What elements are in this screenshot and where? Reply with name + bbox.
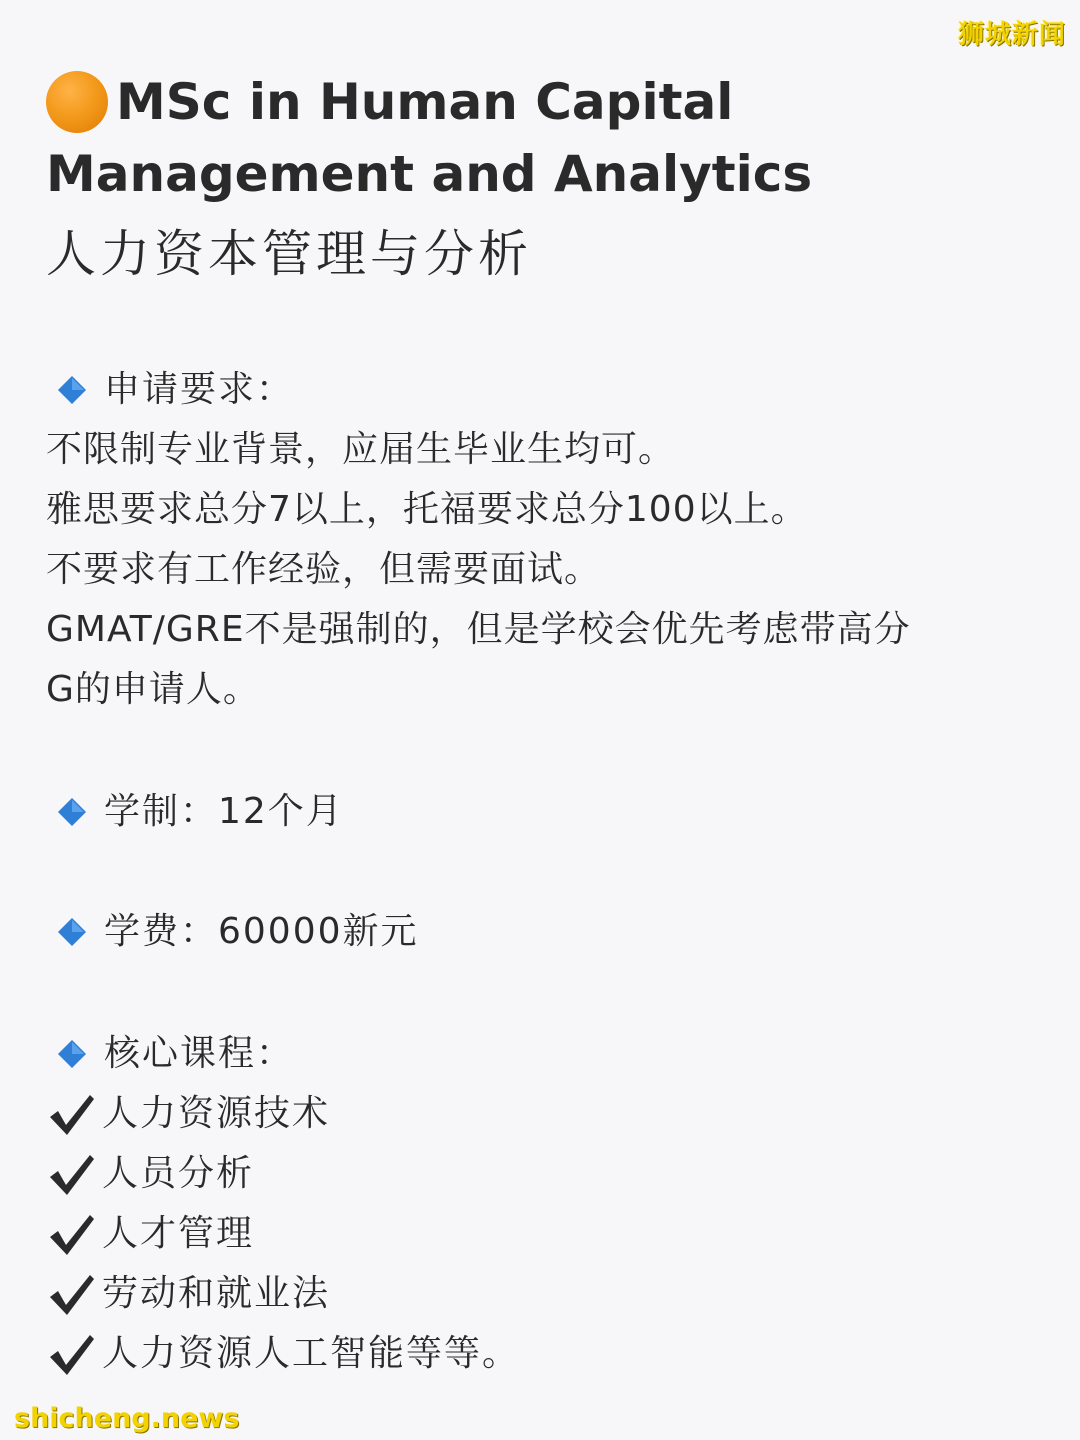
requirements-heading: [46, 360, 1036, 420]
courses-heading: [46, 1024, 1036, 1084]
requirements-heading-text: 申请要求：: [104, 369, 295, 410]
blue-diamond-icon: [58, 918, 86, 946]
requirement-line: 不要求有工作经验，但需要面试。: [46, 549, 602, 590]
duration-section: [46, 782, 1036, 842]
check-mark-icon: [46, 1091, 96, 1137]
check-mark-icon: [46, 1331, 96, 1377]
course-item-label: 人才管理: [102, 1213, 255, 1254]
course-item-label: 人力资源人工智能等等。: [102, 1333, 521, 1374]
title-line-1: [46, 66, 1026, 138]
tuition-section: [46, 902, 1036, 962]
requirement-line: GMAT/GRE不是强制的，但是学校会优先考虑带高分: [46, 609, 911, 650]
check-mark-icon: [46, 1271, 96, 1317]
courses-heading-text: 核心课程：: [104, 1033, 295, 1074]
post-title: [46, 66, 1026, 294]
check-mark-icon: [46, 1151, 96, 1197]
title-line-2: [46, 138, 1026, 210]
blue-diamond-icon: [58, 376, 86, 404]
course-item: [46, 1204, 1036, 1264]
course-item-label: 劳动和就业法: [102, 1273, 331, 1314]
courses-section: [46, 1024, 1036, 1384]
title-english-1: MSc in Human Capital: [116, 73, 734, 131]
orange-circle-icon: [46, 71, 108, 133]
duration-heading: [46, 782, 1036, 842]
blue-diamond-icon: [58, 798, 86, 826]
course-item: [46, 1084, 1036, 1144]
title-chinese: 人力资本管理与分析: [46, 225, 532, 283]
course-item: [46, 1324, 1036, 1384]
course-item: [46, 1144, 1036, 1204]
requirements-section: [46, 360, 1036, 720]
duration-text: 学制：12个月: [104, 791, 344, 832]
course-item-label: 人员分析: [102, 1153, 255, 1194]
title-english-2: Management and Analytics: [46, 145, 813, 203]
tuition-heading: [46, 902, 1036, 962]
tuition-text: 学费：60000新元: [104, 911, 419, 952]
requirement-line: 雅思要求总分7以上，托福要求总分100以上。: [46, 489, 808, 530]
blue-diamond-icon: [58, 1040, 86, 1068]
watermark-bottom-logo: shicheng.news: [14, 1403, 240, 1434]
requirement-line: 不限制专业背景，应届生毕业生均可。: [46, 429, 676, 470]
course-item-label: 人力资源技术: [102, 1093, 331, 1134]
requirement-line: G的申请人。: [46, 669, 260, 710]
check-mark-icon: [46, 1211, 96, 1257]
watermark-top-logo: 狮城新闻: [957, 20, 1066, 50]
course-item: [46, 1264, 1036, 1324]
